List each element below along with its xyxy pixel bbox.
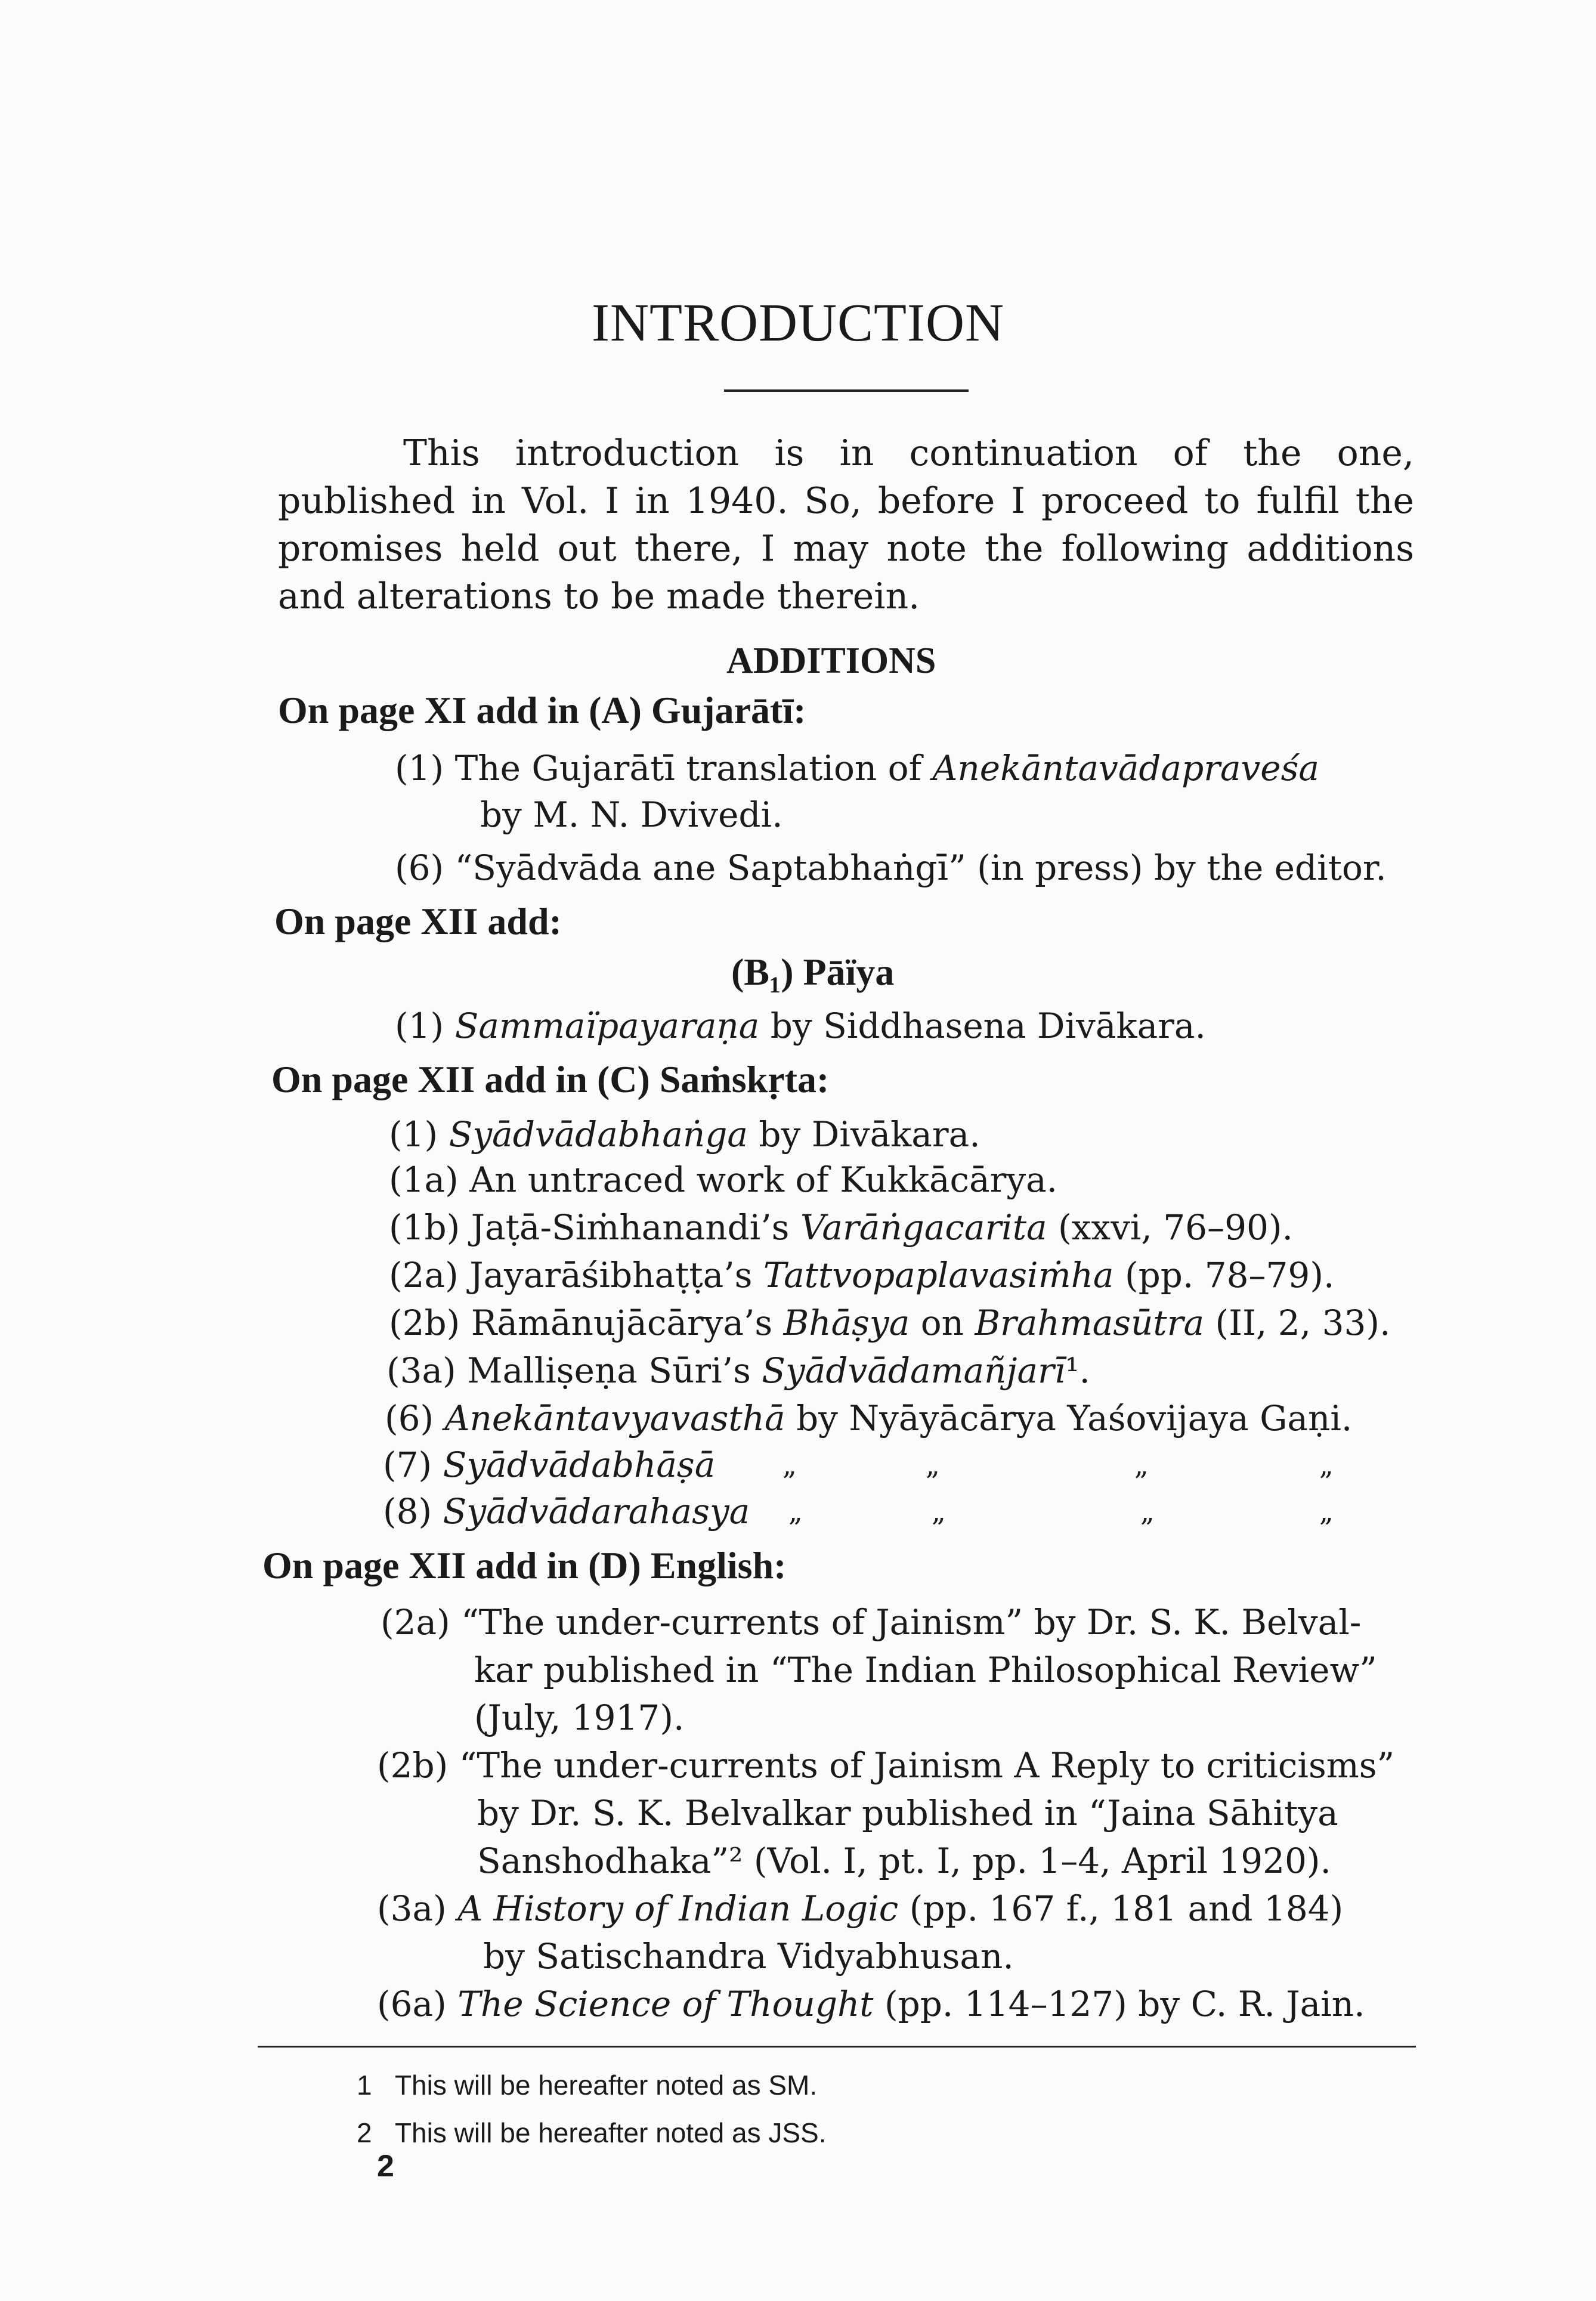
list-item-continuation: by Dr. S. K. Belvalkar published in “Jaina Sāhitya: [477, 1793, 1338, 1833]
title-rule: [724, 389, 969, 392]
section-c-heading: On page XII add in (C) Saṁskṛta:: [271, 1058, 830, 1100]
list-item: (1) Sammaïpayaraṇa by Siddhasena Divākara.: [395, 1006, 1206, 1046]
section-b-subheading: (B₁) Pāïya: [731, 951, 895, 993]
list-item: (6a) The Science of Thought (pp. 114–127) by C. R. Jain.: [377, 1984, 1365, 2024]
section-b-heading: On page XII add:: [274, 900, 562, 942]
list-item: (2b) “The under-currents of Jainism A Reply to criticisms”: [377, 1745, 1395, 1786]
list-item-continuation: (July, 1917).: [474, 1697, 685, 1738]
additions-heading: ADDITIONS: [726, 641, 936, 681]
ditto-mark: „: [1140, 1495, 1155, 1527]
list-item: (7) Syādvādabhāṣā „ „ „ „: [383, 1441, 1373, 1489]
list-item: (1) The Gujarātī translation of Anekāntavādapraveśa: [395, 748, 1319, 788]
page-number: 2: [377, 2149, 394, 2184]
footnote: 2 This will be hereafter noted as JSS.: [357, 2117, 827, 2148]
section-a-heading: On page XI add in (A) Gujarātī:: [278, 689, 806, 731]
list-item: (3a) Malliṣeṇa Sūri’s Syādvādamañjarī¹.: [386, 1350, 1090, 1391]
list-item: (1b) Jaṭā-Siṁhanandi’s Varāṅgacarita (xxvi, 76–90).: [389, 1207, 1293, 1248]
list-item: (3a) A History of Indian Logic (pp. 167 f., 181 and 184): [377, 1888, 1344, 1929]
list-item: (2b) Rāmānujācārya’s Bhāṣya on Brahmasūtra (II, 2, 33).: [389, 1303, 1391, 1343]
intro-paragraph: This introduction is in continuation of the one, published in Vol. I in 1940. So, before I proceed to fulfil the promises held out there, I may note the following additions and alterations to be made therein.: [278, 432, 1414, 617]
ditto-mark: „: [932, 1495, 946, 1527]
footnote: 1 This will be hereafter noted as SM.: [357, 2070, 818, 2101]
list-item: (8) Syādvādarahasya „ „ „ „: [383, 1487, 1373, 1535]
ditto-mark: „: [782, 1449, 797, 1481]
list-item: (6) “Syādvāda ane Saptabhaṅgī” (in press) by the editor.: [395, 848, 1387, 888]
list-item: (2a) Jayarāśibhaṭṭa’s Tattvopaplavasiṁha (pp. 78–79).: [389, 1255, 1335, 1295]
list-item-continuation: kar published in “The Indian Philosophical Review”: [474, 1650, 1377, 1690]
list-item: (1a) An untraced work of Kukkācārya.: [389, 1159, 1058, 1200]
list-item-continuation: by Satischandra Vidyabhusan.: [483, 1936, 1014, 1977]
ditto-mark: „: [788, 1495, 803, 1527]
list-item-continuation: Sanshodhaka”² (Vol. I, pt. I, pp. 1–4, April 1920).: [477, 1841, 1331, 1881]
list-item-continuation: by M. N. Dvivedi.: [480, 794, 783, 835]
ditto-mark: „: [926, 1449, 940, 1481]
list-item: (1) Syādvādabhaṅga by Divākara.: [389, 1114, 981, 1155]
list-item: (2a) “The under-currents of Jainism” by Dr. S. K. Belval-: [381, 1602, 1362, 1643]
ditto-mark: „: [1319, 1495, 1334, 1527]
section-d-heading: On page XII add in (D) English:: [262, 1544, 787, 1586]
page-title: INTRODUCTION: [592, 293, 1004, 352]
ditto-mark: „: [1319, 1449, 1334, 1481]
ditto-mark: „: [1134, 1449, 1149, 1481]
footnote-rule: [258, 2046, 1416, 2048]
list-item: (6) Anekāntavyavasthā by Nyāyācārya Yaśovijaya Gaṇi.: [385, 1398, 1353, 1439]
